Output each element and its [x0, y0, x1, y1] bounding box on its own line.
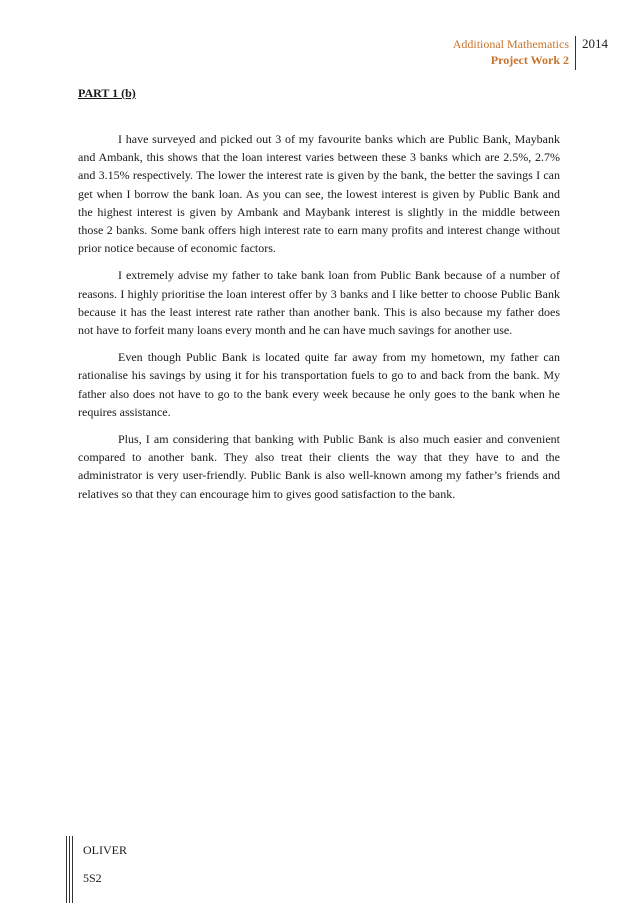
footer-rules — [66, 836, 73, 903]
paragraph-2: I extremely advise my father to take bank loan from Public Bank because of a number of reasons. I highly prioritise the loan interest offer by 3 banks and I like better to choose Public Bank because it has the least interest rate rather than another bank. This is also because my father does not have to forfeit many loans every month and he can have much savings for another use. — [78, 268, 560, 338]
body-text — [78, 130, 560, 512]
paragraph-1: I have surveyed and picked out 3 of my favourite banks which are Public Bank, Maybank and Ambank, this shows that the loan interest varies between these 3 banks which are 2.5%, 2.7% and 3.15% respectively. The lower the interest rate is given by the bank, the better the savings I can get when I borrow the bank loan. As you can see, the lowest interest is given by Public Bank and the highest interest is given by Ambank and Maybank interest is slightly in the middle between those 2 banks. Some bank offers high interest rate to earn many profits and interest change without prior notice because of economic factors. — [78, 132, 560, 256]
part-title: PART 1 (b) — [78, 86, 136, 100]
header-subject: Additional Mathematics — [452, 37, 569, 51]
page-header — [453, 36, 608, 70]
footer-rule-line — [66, 836, 67, 903]
header-year: 2014 — [582, 36, 608, 51]
header-titles — [453, 36, 575, 68]
paragraph-4: Plus, I am considering that banking with Public Bank is also much easier and convenient compared to another bank. They also treat their clients the way that they have to and the administrator is very user-friendly. Public Bank is also well-known among my father’s friends and relatives so that they can encourage him to gives good satisfaction to the bank. — [78, 432, 560, 501]
footer-student-class: 5S2 — [83, 871, 102, 885]
header-project: Project Work 2 — [490, 53, 569, 67]
paragraph-3: Even though Public Bank is located quite far away from my hometown, my father can rationalise his savings by using it for his transportation fuels to go to and back from the bank. My father also does not have to go to the bank every week because he only goes to the bank when he requires assistance. — [78, 350, 560, 419]
footer-rule-line — [69, 836, 70, 903]
footer-rule-line — [72, 836, 73, 903]
footer-student-name: OLIVER — [83, 843, 127, 857]
